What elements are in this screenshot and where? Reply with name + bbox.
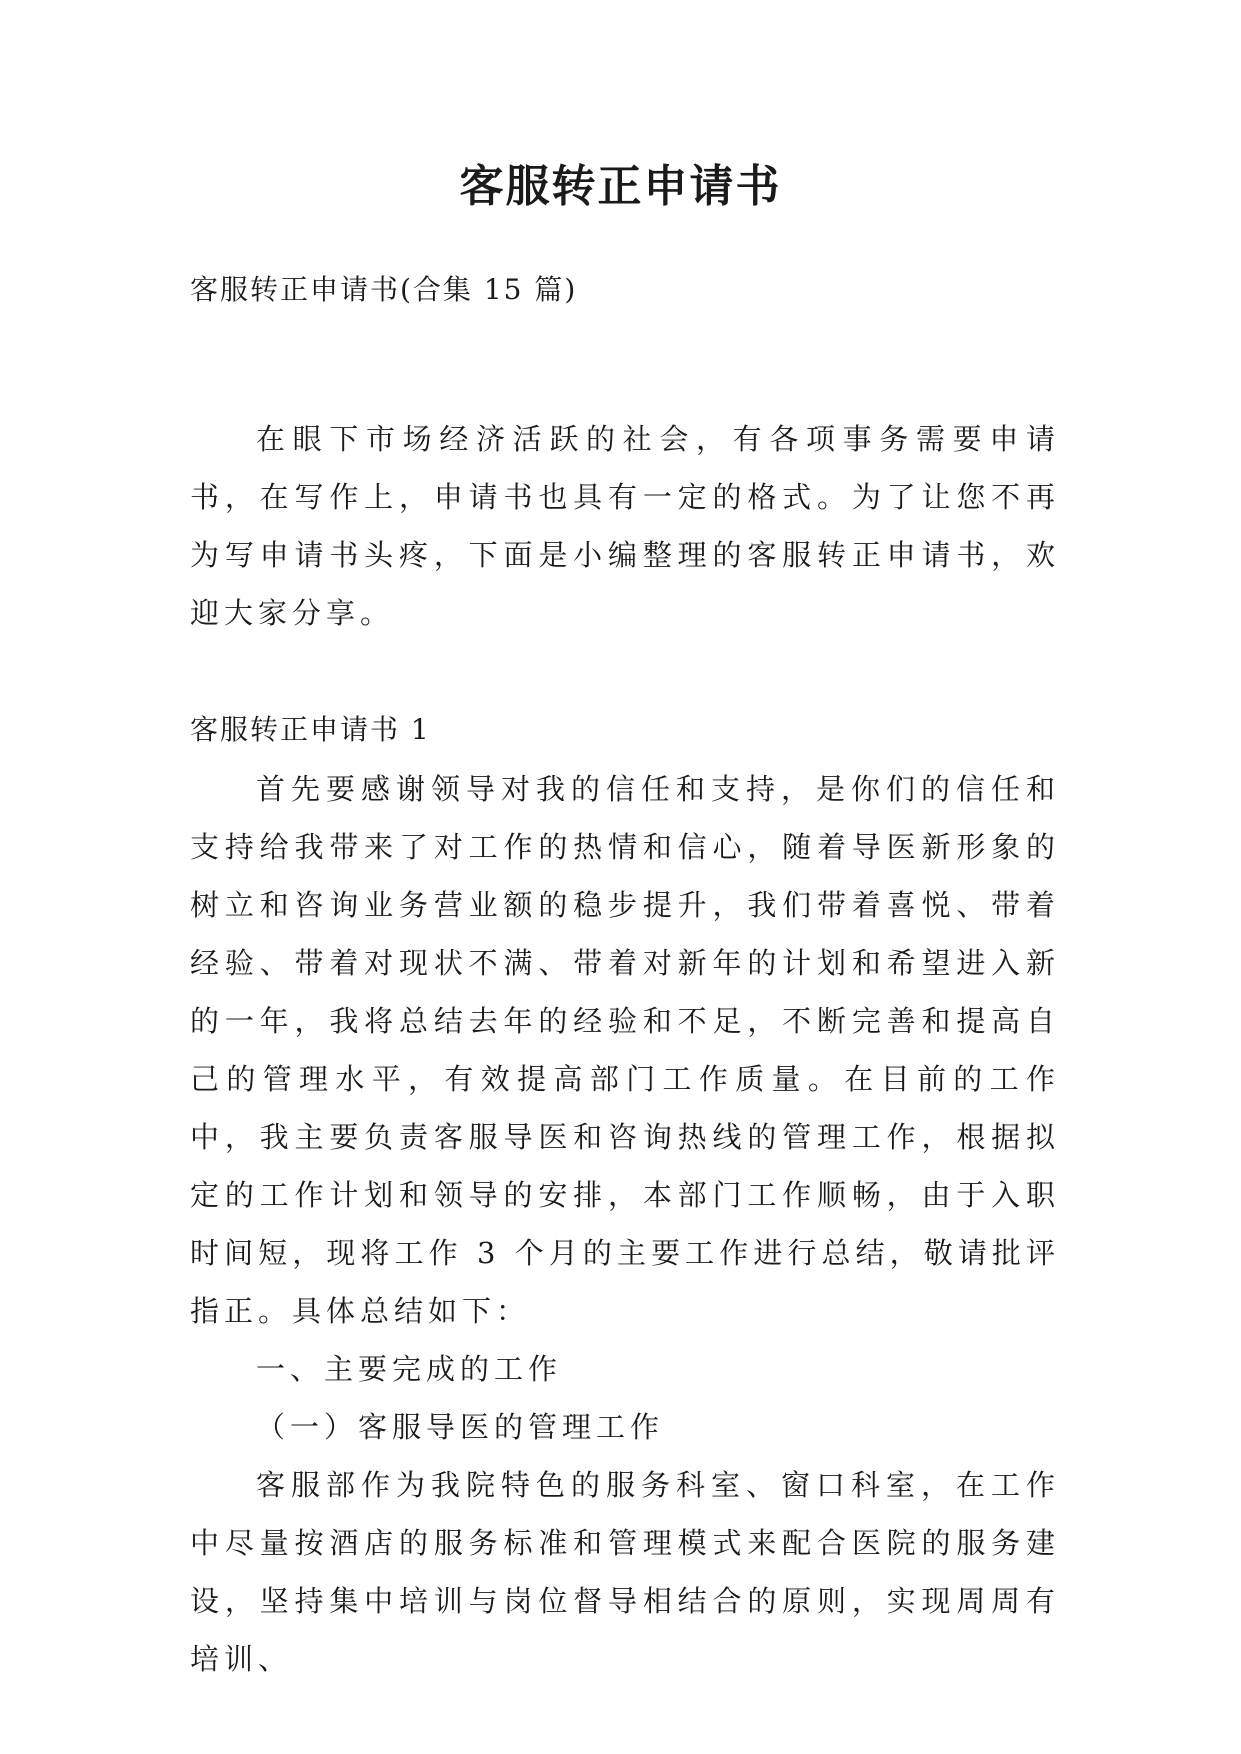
body-paragraph: 首先要感谢领导对我的信任和支持，是你们的信任和支持给我带来了对工作的热情和信心，随着导医新形象的树立和咨询业务营业额的稳步提升，我们带着喜悦、带着经验、带着对现状不满、带着对新年的计划和希望进入新的一年，我将总结去年的经验和不足，不断完善和提高自己的管理水平，有效提高部门工作质量。在目前的工作中，我主要负责客服导医和咨询热线的管理工作，根据拟定的工作计划和领导的安排，本部门工作顺畅，由于入职时间短，现将工作 3 个月的主要工作进行总结，敬请批评指正。具体总结如下： [190, 772, 1060, 1328]
body-text [190, 760, 1060, 1688]
body-paragraph: 一、主要完成的工作 [256, 1352, 563, 1386]
section-heading: 客服转正申请书 1 [190, 713, 431, 746]
body-paragraph: （一）客服导医的管理工作 [256, 1410, 665, 1444]
document-title: 客服转正申请书 [459, 161, 782, 212]
document-subtitle: 客服转正申请书(合集 15 篇) [190, 273, 578, 306]
intro-paragraph: 在眼下市场经济活跃的社会，有各项事务需要申请书，在写作上，申请书也具有一定的格式。为了让您不再为写申请书头疼，下面是小编整理的客服转正申请书，欢迎大家分享。 [190, 422, 1060, 630]
body-paragraph: 客服部作为我院特色的服务科室、窗口科室，在工作中尽量按酒店的服务标准和管理模式来配合医院的服务建设，坚持集中培训与岗位督导相结合的原则，实现周周有培训、 [190, 1468, 1060, 1676]
